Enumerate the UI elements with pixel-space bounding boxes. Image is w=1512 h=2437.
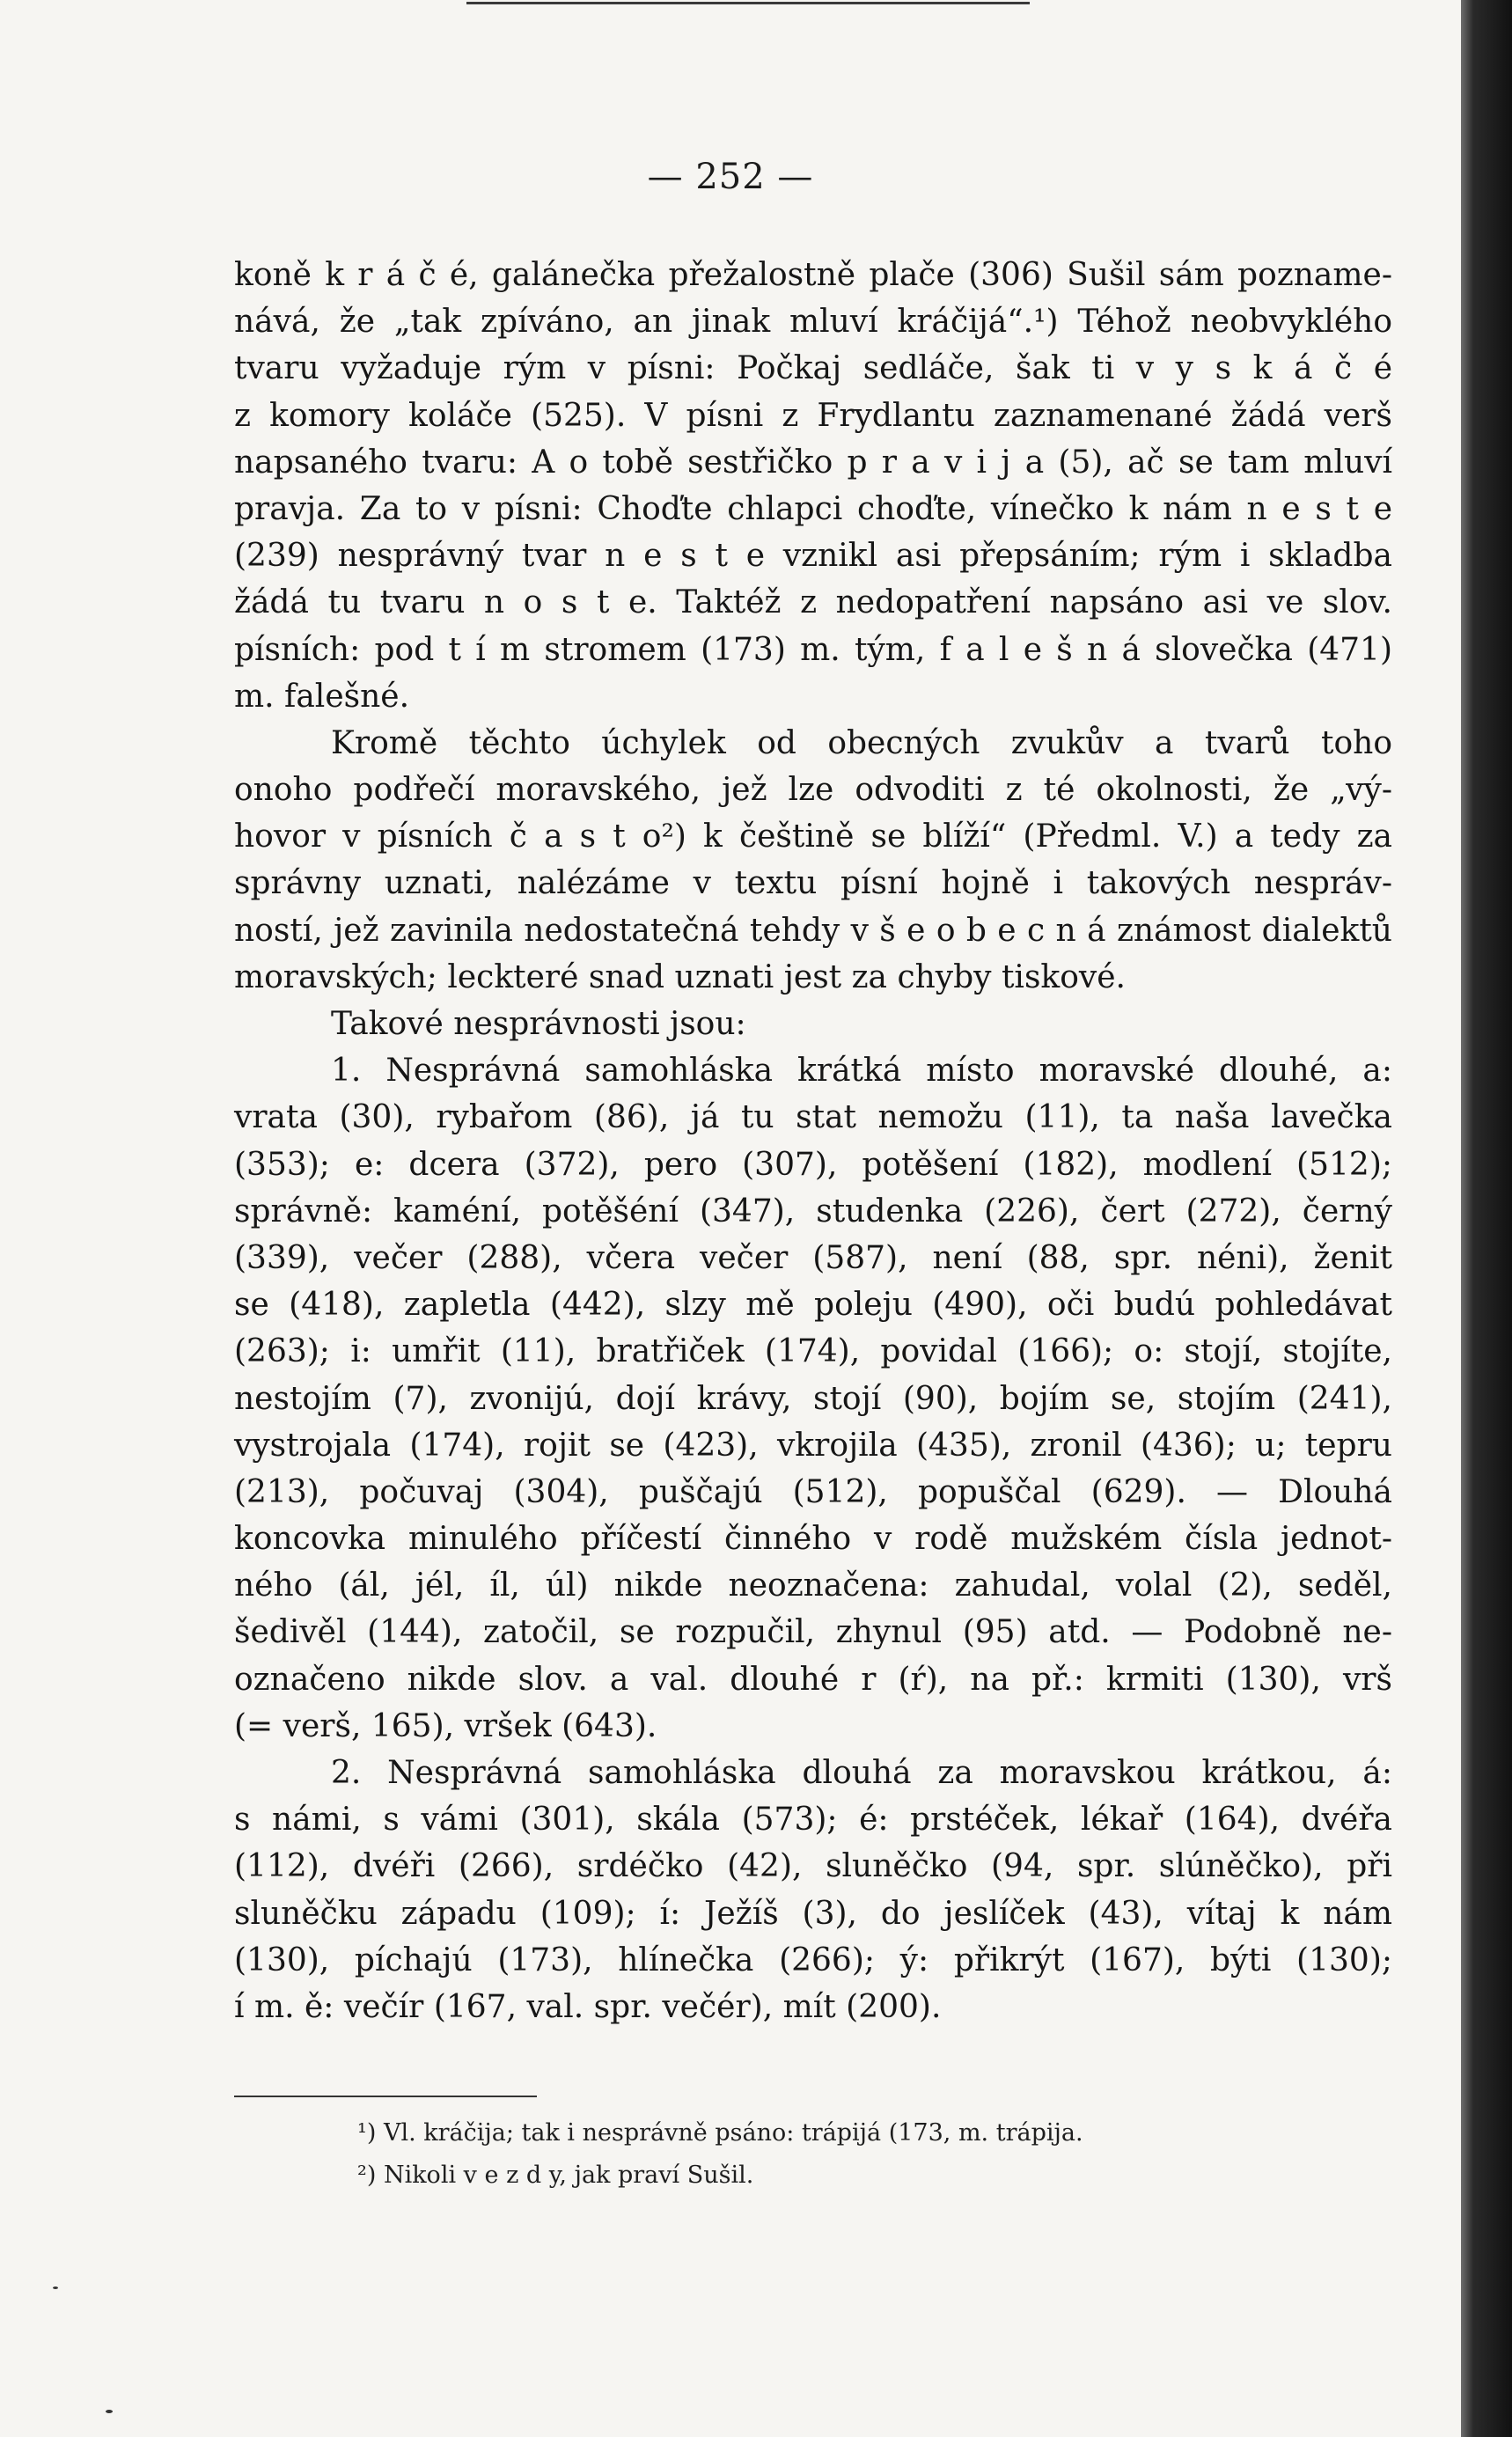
text-line: s námi, s vámi (301), skála (573); é: prstéček, lékař (164), dvéřa [234, 1802, 1392, 1839]
text-line: hovor v písních č a s t o²) k češtině se blíží“ (Předml. V.) a tedy za [234, 818, 1392, 855]
footnotes [234, 2112, 1392, 2197]
text-line: koně k r á č é, galánečka přežalostně plače (306) Sušil sám pozname- [234, 257, 1392, 293]
scan-speck [53, 2287, 58, 2289]
text-line: se (418), zapletla (442), slzy mě poleju (490), oči budú pohledávat [234, 1287, 1392, 1324]
paragraph-start: Takové nesprávnosti jsou: [331, 1006, 746, 1042]
footnote-rule [234, 2096, 537, 2097]
text-line: sluněčku západu (109); í: Ježíš (3), do jeslíček (43), vítaj k nám [234, 1895, 1392, 1932]
text-line: (112), dvéři (266), srdéčko (42), sluněčko (94, spr. slúněčko), při [234, 1848, 1392, 1885]
text-line: správny uznati, nalézáme v textu písní hojně i takových nespráv- [234, 865, 1392, 902]
text-line: (213), počuvaj (304), puščajú (512), popuščal (629). — Dlouhá [234, 1473, 1392, 1510]
text-line: (353); e: dcera (372), pero (307), potěšení (182), modlení (512); [234, 1146, 1392, 1183]
list-item-1-start: 1. Nesprávná samohláska krátká místo moravské dlouhé, a: [331, 1053, 1392, 1090]
text-line: (130), píchajú (173), hlínečka (266); ý: přikrýt (167), býti (130); [234, 1942, 1392, 1978]
text-line: vystrojala (174), rojit se (423), vkrojila (435), zronil (436); u; tepru [234, 1427, 1392, 1464]
text-line: ností, jež zavinila nedostatečná tehdy v š e o b e c n á známost dialektů [234, 912, 1392, 949]
text-line: napsaného tvaru: A o tobě sestřičko p r a v i j a (5), ač se tam mluví [234, 444, 1392, 481]
text-line: písních: pod t í m stromem (173) m. tým, f a l e š n á slovečka (471) [234, 631, 1392, 668]
text-line: ného (ál, jél, íl, úl) nikde neoznačena: zahudal, volal (2), seděl, [234, 1567, 1392, 1604]
footnote-1: ¹) Vl. kráčija; tak i nesprávně psáno: trápijá (173, m. trápija. [357, 2119, 1083, 2147]
text-line: žádá tu tvaru n o s t e. Taktéž z nedopatření napsáno asi ve slov. [234, 584, 1392, 621]
text-line: m. falešné. [234, 678, 410, 715]
text-line: správně: kaméní, potěšéní (347), studenka (226), čert (272), černý [234, 1193, 1392, 1230]
text-line: (= verš, 165), vršek (643). [234, 1707, 657, 1744]
text-line: pravja. Za to v písni: Choďte chlapci choďte, vínečko k nám n e s t e [234, 490, 1392, 527]
page-top-rule [466, 2, 1030, 4]
text-line: (339), večer (288), včera večer (587), není (88, spr. néni), ženit [234, 1239, 1392, 1276]
paragraph-start: Kromě těchto úchylek od obecných zvukův a tvarů toho [331, 724, 1392, 761]
body-text [234, 252, 1392, 2030]
text-line: (239) nesprávný tvar n e s t e vznikl asi přepsáním; rým i skladba [234, 538, 1392, 575]
text-line: vrata (30), rybařom (86), já tu stat nemožu (11), ta naša lavečka [234, 1099, 1392, 1136]
text-line: onoho podřečí moravského, jež lze odvoditi z té okolnosti, že „vý- [234, 772, 1392, 809]
text-line: z komory koláče (525). V písni z Frydlantu zaznamenané žádá verš [234, 397, 1392, 434]
text-line: označeno nikde slov. a val. dlouhé r (ŕ), na př.: krmiti (130), vrš [234, 1661, 1392, 1698]
text-line: moravských; leckteré snad uznati jest za chyby tiskové. [234, 958, 1126, 995]
text-line: (263); i: umřit (11), bratřiček (174), povidal (166); o: stojí, stojíte, [234, 1333, 1392, 1370]
text-line: í m. ě: večír (167, val. spr. večér), mít (200). [234, 1988, 942, 2025]
text-line: šedivěl (144), zatočil, se rozpučil, zhynul (95) atd. — Podobně ne- [234, 1614, 1392, 1651]
text-line: koncovka minulého příčestí činného v rodě mužském čísla jednot- [234, 1521, 1392, 1558]
scan-speck [106, 2410, 113, 2413]
page-number: — 252 — [647, 157, 814, 197]
list-item-2-start: 2. Nesprávná samohláska dlouhá za moravskou krátkou, á: [331, 1755, 1392, 1791]
text-line: nestojím (7), zvonijú, dojí krávy, stojí (90), bojím se, stojím (241), [234, 1380, 1392, 1417]
footnote-2: ²) Nikoli v e z d y, jak praví Sušil. [357, 2162, 754, 2189]
page-edge-shadow [1461, 0, 1512, 2437]
text-line: tvaru vyžaduje rým v písni: Počkaj sedláče, šak ti v y s k á č é [234, 350, 1392, 387]
text-line: nává, že „tak zpíváno, an jinak mluví kráčijá“.¹) Téhož neobvyklého [234, 304, 1392, 341]
